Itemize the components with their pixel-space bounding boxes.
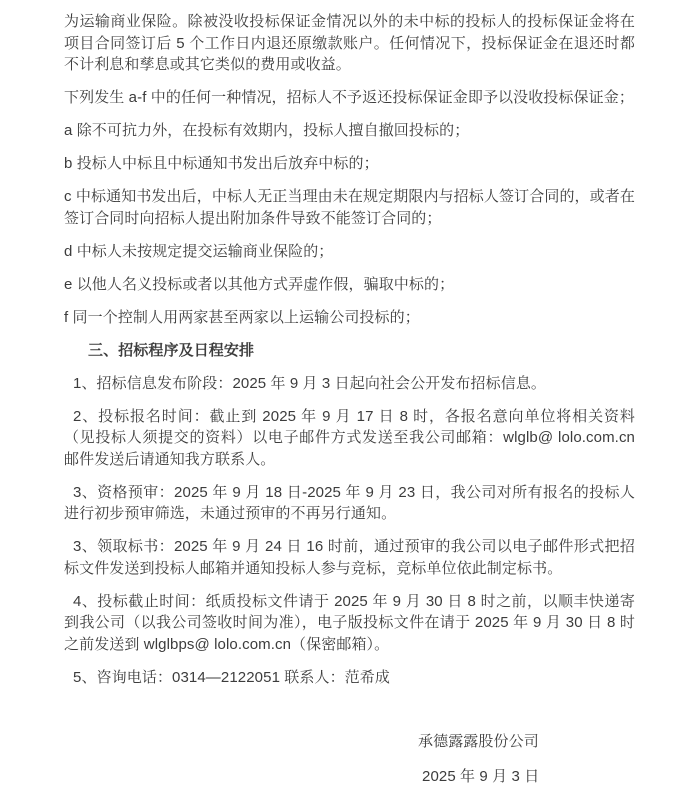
section-heading: 三、招标程序及日程安排 [88, 341, 255, 359]
intro-paragraphs [64, 11, 635, 109]
signature-block [64, 731, 635, 787]
forfeit-condition-list [64, 120, 635, 328]
forfeit-condition-item: f 同一个控制人用两家甚至两家以上运输公司投标的； [64, 308, 420, 326]
forfeit-condition-item: d 中标人未按规定提交运输商业保险的； [64, 242, 334, 260]
forfeit-condition-item: a 除不可抗力外，在投标有效期内，投标人擅自撤回投标的； [64, 122, 470, 139]
paragraph: 下列发生 a-f 中的任何一种情况，招标人不予返还投标保证金即予以没收投标保证金； [64, 89, 634, 106]
schedule-item: 2、投标报名时间：截止到 2025 年 9 月 17 日 8 时，各报名意向单位将相关资料（见投标人须提交的资料）以电子邮件方式发送至我公司邮箱：wlglb@ lolo.com.cn 邮件发送后请通知我方联系人。 [64, 407, 635, 468]
schedule-item: 4、投标截止时间：纸质投标文件请于 2025 年 9 月 30 日 8 时之前，以顺丰快递寄到我公司（以我公司签收时间为准），电子版投标文件在请于 2025 年 9 月 30 日 8 时之前发送到 wlglbps@ lolo.com.cn（保密邮箱）。 [64, 592, 635, 653]
schedule-item-list [64, 373, 635, 689]
signature-date: 2025 年 9 月 3 日 [422, 767, 540, 785]
schedule-item: 1、招标信息发布阶段：2025 年 9 月 3 日起向社会公开发布招标信息。 [73, 374, 547, 392]
schedule-item: 3、领取标书：2025 年 9 月 24 日 16 时前，通过预审的我公司以电子邮件形式把招标文件发送到投标人邮箱并通知投标人参与竞标，竞标单位依此制定标书。 [64, 538, 635, 577]
schedule-item: 5、咨询电话：0314—2122051 联系人：范希成 [73, 668, 390, 686]
forfeit-condition-item: c 中标通知书发出后，中标人无正当理由未在规定期限内与招标人签订合同的，或者在签订合同时向招标人提出附加条件导致不能签订合同的； [64, 188, 635, 227]
paragraph: 为运输商业保险。除被没收投标保证金情况以外的未中标的投标人的投标保证金将在项目合同签订后 5 个工作日内退还原缴款账户。任何情况下，投标保证金在退还时都不计利息和孳息或其它类似的费用或收益。 [64, 13, 635, 73]
signature-company: 承德露露股份公司 [418, 733, 539, 750]
forfeit-condition-item: e 以他人名义投标或者以其他方式弄虚作假，骗取中标的； [64, 275, 455, 293]
schedule-item: 3、资格预审：2025 年 9 月 18 日-2025 年 9 月 23 日，我公司对所有报名的投标人进行初步预审筛选，未通过预审的不再另行通知。 [64, 483, 635, 522]
forfeit-condition-item: b 投标人中标且中标通知书发出后放弃中标的； [64, 155, 379, 172]
